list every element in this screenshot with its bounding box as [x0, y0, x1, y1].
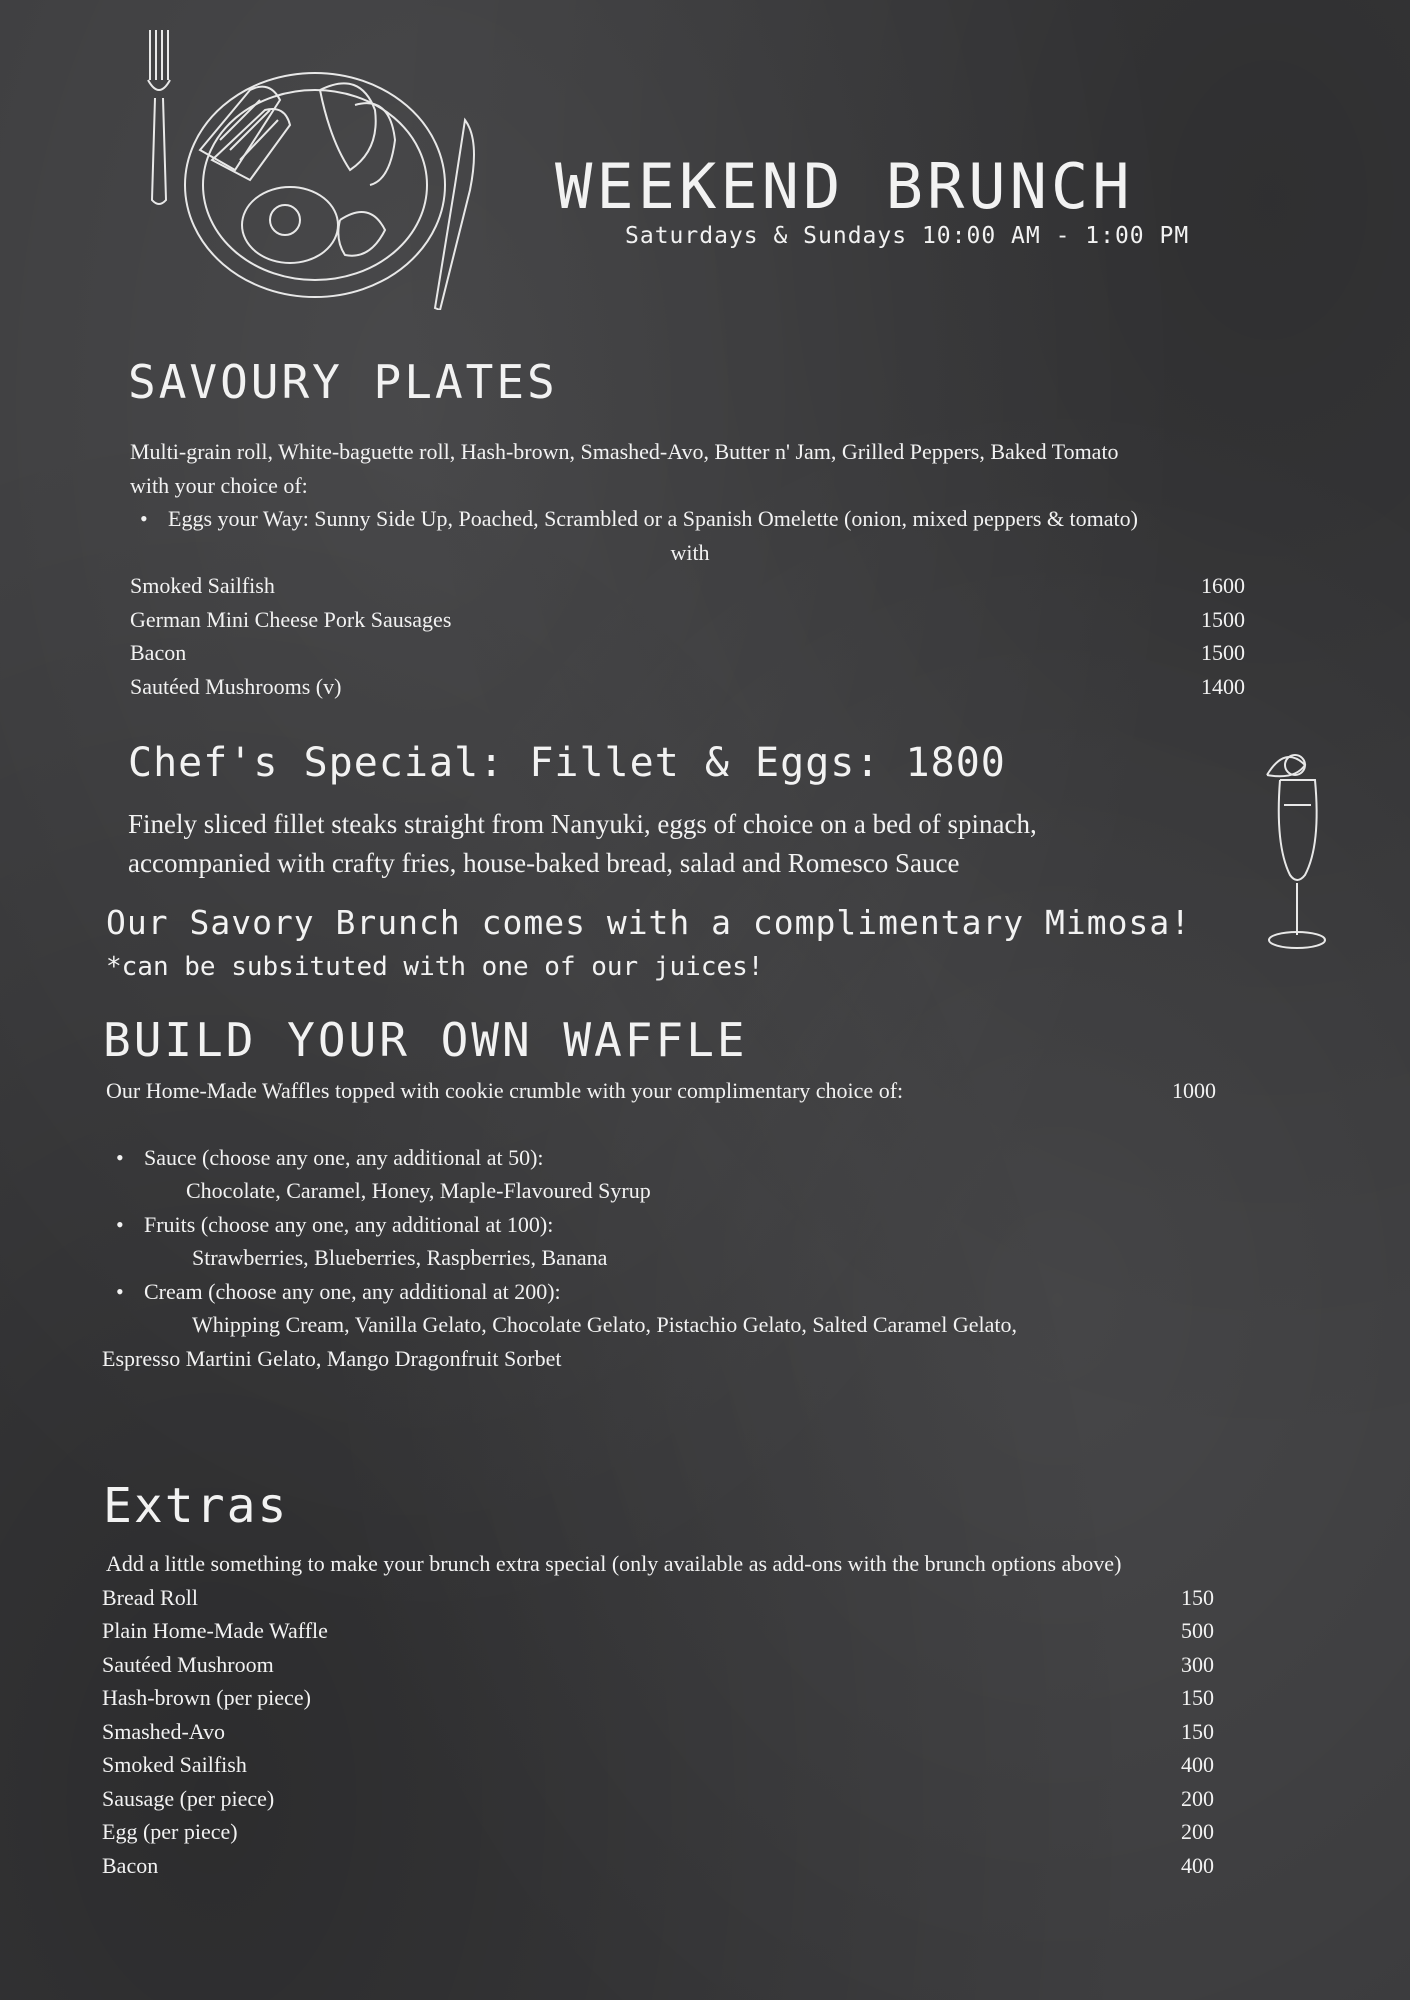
eggs-your-way-option: • Eggs your Way: Sunny Side Up, Poached, Scrambled or a Spanish Omelette (onion, mixed peppers & tomato) [130, 502, 1290, 536]
item-price: 150 [1181, 1718, 1214, 1744]
build-your-own-waffle-heading: BUILD YOUR OWN WAFFLE [103, 1013, 748, 1067]
item-price: 500 [1181, 1618, 1214, 1643]
waffle-price: 1000 [1172, 1078, 1216, 1103]
waffle-section [102, 1074, 1306, 1375]
menu-item-row [102, 1849, 1214, 1883]
cream-choices-continued: Espresso Martini Gelato, Mango Dragonfruit Sorbet [102, 1345, 562, 1371]
menu-item-row [102, 1715, 1214, 1749]
savoury-intro-line1: Multi-grain roll, White-baguette roll, Hash-brown, Smashed-Avo, Butter n' Jam, Grilled Peppers, Baked Tomato [130, 439, 1119, 464]
item-name: Egg (per piece) [102, 1819, 238, 1844]
menu-item-row [130, 603, 1245, 637]
item-price: 400 [1181, 1752, 1214, 1777]
menu-item-row [102, 1782, 1214, 1816]
menu-item-row [102, 1614, 1214, 1648]
savoury-price-list [130, 569, 1245, 703]
item-price: 1500 [1201, 606, 1245, 632]
waffle-option-fruits [106, 1208, 1306, 1275]
waffle-intro-row [106, 1074, 1216, 1108]
waffle-intro: Our Home-Made Waffles topped with cookie crumble with your complimentary choice of: [106, 1078, 904, 1103]
menu-item-row [102, 1681, 1214, 1715]
item-price: 1400 [1201, 673, 1245, 699]
item-name: Smashed-Avo [102, 1718, 226, 1744]
item-name: Bacon [130, 640, 187, 665]
savoury-plates-heading: SAVOURY PLATES [128, 355, 558, 409]
extras-heading: Extras [103, 1478, 289, 1534]
item-price: 300 [1181, 1651, 1214, 1677]
item-price: 400 [1181, 1852, 1214, 1878]
mimosa-substitution-note: *can be subsituted with one of our juices! [106, 952, 764, 982]
menu-item-row [130, 569, 1245, 603]
item-name: Smoked Sailfish [130, 573, 275, 598]
item-name: Plain Home-Made Waffle [102, 1618, 328, 1643]
waffle-option-sauce [106, 1141, 1306, 1208]
item-name: Sautéed Mushroom [102, 1651, 274, 1677]
savoury-intro-line2: with your choice of: [130, 472, 308, 498]
savoury-plates-section [130, 435, 1290, 703]
extras-intro: Add a little something to make your brunch extra special (only available as add-ons with the brunch options above) [106, 1551, 1122, 1576]
item-price: 1500 [1201, 640, 1245, 665]
chefs-special-description [128, 805, 1178, 883]
champagne-glass-icon [1255, 735, 1345, 955]
menu-item-row [102, 1648, 1214, 1682]
option-choices: Strawberries, Blueberries, Raspberries, Banana [192, 1245, 608, 1270]
breakfast-plate-icon [140, 20, 480, 310]
option-label: • Fruits (choose any one, any additional at 100): [144, 1211, 554, 1237]
page-title: WEEKEND BRUNCH [555, 150, 1134, 223]
item-name: Bread Roll [102, 1584, 198, 1610]
extras-price-list [102, 1581, 1214, 1883]
waffle-options-list [106, 1141, 1306, 1342]
item-price: 200 [1181, 1819, 1214, 1844]
savoury-with-text: with [670, 539, 710, 565]
extras-section [102, 1547, 1302, 1882]
menu-item-row [102, 1748, 1214, 1782]
chefs-special-desc-line1: Finely sliced fillet steaks straight from Nanyuki, eggs of choice on a bed of spinach, [128, 809, 1037, 839]
menu-item-row [102, 1581, 1214, 1615]
mimosa-note: Our Savory Brunch comes with a complimentary Mimosa! [106, 903, 1192, 942]
item-name: Smoked Sailfish [102, 1752, 247, 1777]
option-choices: Whipping Cream, Vanilla Gelato, Chocolate Gelato, Pistachio Gelato, Salted Caramel Gelato, [192, 1312, 1017, 1337]
item-name: Sautéed Mushrooms (v) [130, 673, 342, 699]
item-name: Hash-brown (per piece) [102, 1685, 311, 1710]
menu-item-row [130, 670, 1245, 704]
option-label: • Sauce (choose any one, any additional at 50): [144, 1144, 544, 1170]
savoury-bullet-list [130, 502, 1290, 536]
item-name: Bacon [102, 1852, 159, 1878]
chefs-special-heading: Chef's Special: Fillet & Eggs: 1800 [128, 740, 1006, 786]
option-label: • Cream (choose any one, any additional at 200): [144, 1278, 561, 1304]
item-name: Sausage (per piece) [102, 1785, 275, 1811]
item-price: 150 [1181, 1584, 1214, 1610]
item-price: 150 [1181, 1685, 1214, 1710]
chefs-special-desc-line2: accompanied with crafty fries, house-baked bread, salad and Romesco Sauce [128, 848, 960, 878]
page-subtitle: Saturdays & Sundays 10:00 AM - 1:00 PM [625, 223, 1190, 249]
menu-item-row [130, 636, 1245, 670]
option-choices: Chocolate, Caramel, Honey, Maple-Flavoured Syrup [186, 1178, 651, 1203]
item-price: 200 [1181, 1785, 1214, 1811]
waffle-option-cream [106, 1275, 1306, 1342]
item-price: 1600 [1201, 573, 1245, 598]
menu-item-row [102, 1815, 1214, 1849]
item-name: German Mini Cheese Pork Sausages [130, 606, 452, 632]
